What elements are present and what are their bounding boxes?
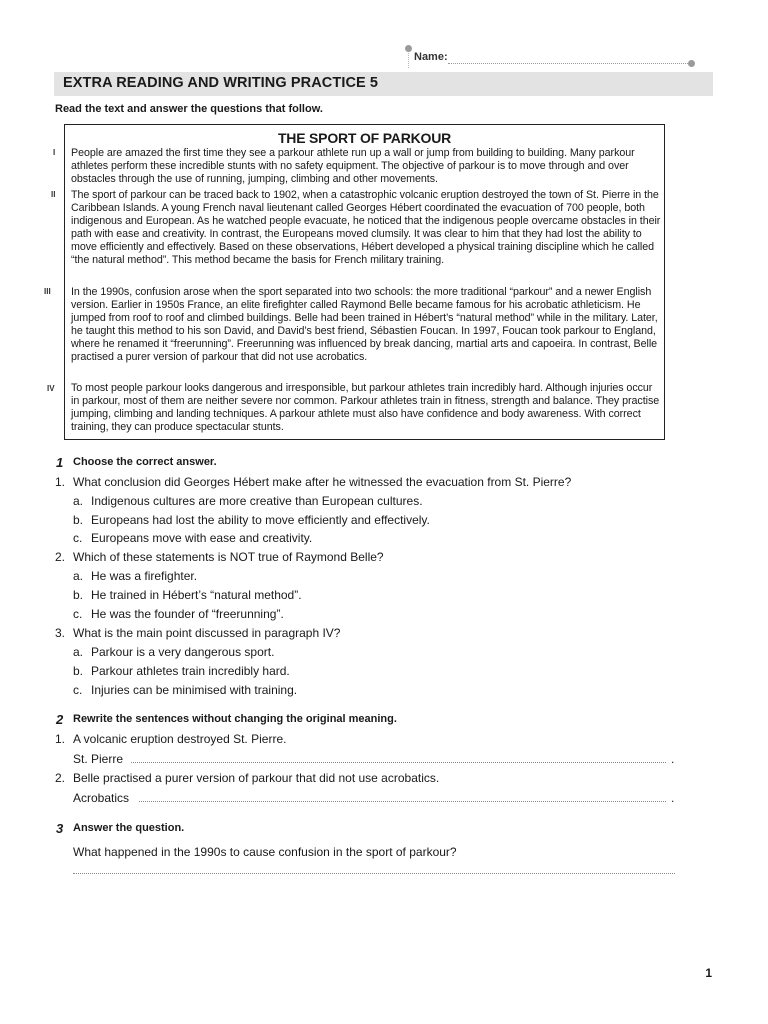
paragraph-1: People are amazed the first time they see a parkour athlete run up a wall or jump from building to building. Many parkour athletes perform these incredible stunts with no safety equipment. The objective of parkour is to move through and over obstacles through the use of running, jumping, climbing and other movements. (71, 147, 635, 186)
answer-option[interactable]: Europeans had lost the ability to move efficiently and effectively. (91, 513, 430, 527)
answer-option[interactable]: He was the founder of “freerunning”. (91, 607, 284, 621)
item-number: 1. (55, 732, 66, 746)
question-text: What is the main point discussed in paragraph IV? (73, 626, 341, 640)
reading-title: THE SPORT OF PARKOUR (277, 130, 452, 146)
answer-option[interactable]: Injuries can be minimised with training. (91, 683, 298, 697)
option-letter: c. (73, 683, 83, 697)
question-number: 3. (55, 626, 66, 640)
sentence-text: A volcanic eruption destroyed St. Pierre. (73, 732, 287, 746)
sentence-end: . (671, 752, 675, 766)
answer-line[interactable] (73, 873, 675, 874)
option-letter: b. (73, 664, 84, 678)
dot-decoration (405, 45, 412, 52)
answer-option[interactable]: Indigenous cultures are more creative than European cultures. (91, 494, 423, 508)
paragraph-numeral: IV (47, 384, 55, 393)
answer-option[interactable]: He trained in Hébert’s “natural method”. (91, 588, 302, 602)
question-number: 1. (55, 475, 66, 489)
option-letter: a. (73, 494, 84, 508)
answer-option[interactable]: Europeans move with ease and creativity. (91, 531, 313, 545)
section-title: Choose the correct answer. (73, 456, 217, 468)
question-text: Which of these statements is NOT true of Raymond Belle? (73, 550, 384, 564)
section-title: Rewrite the sentences without changing the original meaning. (73, 713, 397, 725)
rewrite-prompt: Acrobatics (73, 791, 130, 805)
worksheet-title: EXTRA READING AND WRITING PRACTICE 5 (54, 72, 713, 96)
option-letter: b. (73, 513, 84, 527)
question-text: What happened in the 1990s to cause confusion in the sport of parkour? (73, 845, 457, 859)
answer-option[interactable]: Parkour athletes train incredibly hard. (91, 664, 290, 678)
paragraph-numeral: I (53, 148, 56, 157)
answer-option[interactable]: Parkour is a very dangerous sport. (91, 645, 275, 659)
paragraph-numeral: III (44, 287, 51, 296)
name-label: Name: (414, 51, 448, 63)
section-title: Answer the question. (73, 822, 185, 834)
dot-decoration (688, 60, 695, 67)
option-letter: b. (73, 588, 84, 602)
option-letter: c. (73, 607, 83, 621)
answer-option[interactable]: He was a firefighter. (91, 569, 198, 583)
item-number: 2. (55, 771, 66, 785)
reading-text-box (64, 124, 665, 440)
option-letter: c. (73, 531, 83, 545)
question-text: What conclusion did Georges Hébert make after he witnessed the evacuation from St. Pierre? (73, 475, 572, 489)
option-letter: a. (73, 569, 84, 583)
question-number: 2. (55, 550, 66, 564)
paragraph-2: The sport of parkour can be traced back to 1902, when a catastrophic volcanic eruption destroyed the town of St. Pierre in the Caribbean Islands. A young French naval lieutenant called Georges Hébert coordinated the evacuation of 700 people, both indigenous and European. As he watched people evacuate, he noticed that the indigenous people overcame obstacles in their path with ease and creativity. In contrast, the Europeans moved clumsily. It was clear to him that they had lost the ability to move efficiently and effectively. Based on these observations, Hébert developed a physical training discipline which he called “the natural method”. This method became the basis for French military training. (71, 189, 661, 267)
paragraph-numeral: II (51, 190, 56, 199)
page-number: 1 (705, 966, 712, 980)
sentence-end: . (671, 791, 675, 805)
rewrite-prompt: St. Pierre (73, 752, 124, 766)
name-field[interactable] (404, 48, 698, 68)
option-letter: a. (73, 645, 84, 659)
section-number: 1 (56, 455, 64, 470)
answer-line[interactable] (139, 801, 666, 802)
section-number: 2 (56, 712, 64, 727)
section-number: 3 (56, 821, 64, 836)
paragraph-4: To most people parkour looks dangerous and irresponsible, but parkour athletes train incredibly hard. Although injuries occur in parkour, most of them are neither severe nor common. Parkour athletes train in fitness, strength and balance. They practise jumping, climbing and landing techniques. A parkour athlete must also have confidence and body awareness. With correct training, they can produce spectacular stunts. (71, 382, 660, 434)
instruction: Read the text and answer the questions that follow. (55, 103, 323, 115)
name-input-line[interactable] (448, 63, 688, 64)
sentence-text: Belle practised a purer version of parkour that did not use acrobatics. (73, 771, 440, 785)
answer-line[interactable] (131, 762, 666, 763)
paragraph-3: In the 1990s, confusion arose when the sport separated into two schools: the more traditional “parkour” and a newer English version. Earlier in 1950s France, an elite firefighter called Raymond Belle became famous for his acrobatic athleticism. He jumped from roof to roof and climbed buildings. Belle had been trained in Hébert’s “natural method” while in the military. Later, he taught this method to his son David, and David’s best friend, Sébastien Foucan. In 1997, Foucan took parkour to England, where he renamed it “freerunning”. Freerunning was influenced by break dancing, martial arts and capoeira. In contrast, Belle practised a purer version of parkour that did not use acrobatics. (71, 286, 658, 364)
